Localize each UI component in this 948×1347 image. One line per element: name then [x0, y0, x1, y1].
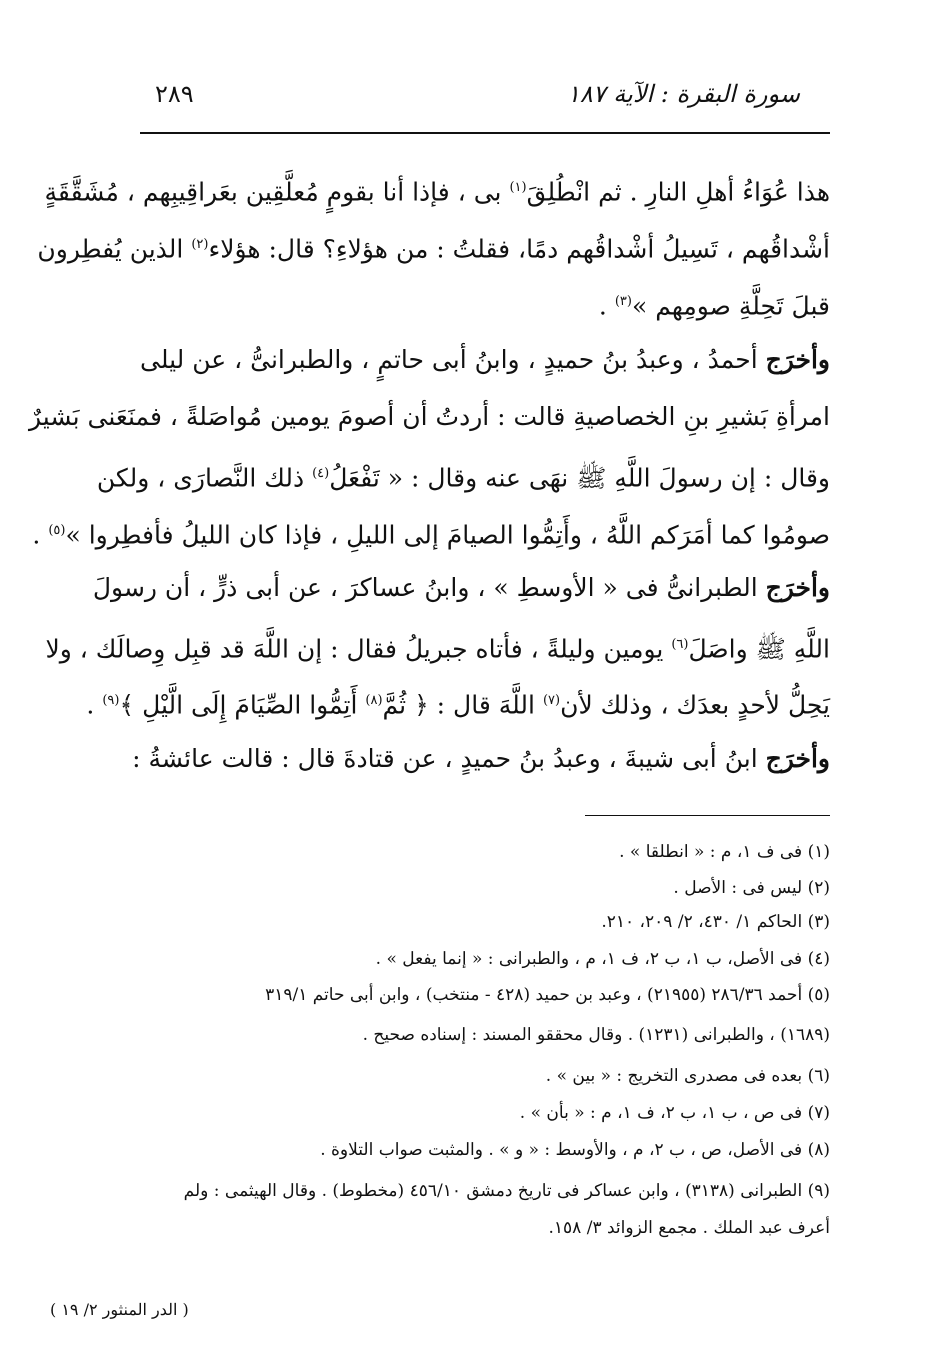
- body-text-segment: وقال : إن رسولَ اللَّهِ ﷺ نهَى عنه وقال : « تَفْعَلُ: [329, 463, 830, 493]
- footnote-reference: (١): [509, 180, 527, 195]
- body-line: [140, 340, 830, 384]
- footnote-reference: (٢): [191, 237, 209, 252]
- body-text-segment: يَحِلُّ لأحدٍ بعدَك ، وذلك لأن: [560, 690, 830, 720]
- footnote-reference: (٧): [542, 693, 561, 708]
- footnote-rule: [585, 815, 830, 816]
- footnote: (٢) ليس فى : الأصل .: [673, 878, 830, 898]
- footnote-reference: (٥): [48, 523, 66, 538]
- footnote: (٩) الطبرانى (٣١٣٨) ، وابن عساكر فى تاريخ دمشق ٤٥٦/١٠ (مخطوط) . وقال الهيثمى : ولم: [183, 1181, 830, 1201]
- footnote-reference: (٨): [365, 693, 383, 708]
- footnote: (٨) فى الأصل، ص ، ب ٢، م ، والأوسط : « و » . والمثبت صواب التلاوة .: [320, 1140, 830, 1160]
- footnote: أعرف عبد الملك . مجمع الزوائد ٣/ ١٥٨.: [548, 1218, 830, 1238]
- body-text-segment: .: [32, 520, 49, 550]
- body-text-segment: أَتِمُّوا الصِّيَامَ إِلَى الَّيْلِ ﴾: [119, 690, 366, 720]
- body-line: [32, 511, 830, 555]
- page-number: ٢٨٩: [155, 80, 194, 108]
- paragraph-lead: وأخرَج: [765, 744, 830, 773]
- body-text-segment: .: [598, 291, 615, 321]
- body-line: [37, 225, 830, 269]
- body-line: [86, 681, 830, 725]
- body-text-segment: اللَّهِ ﷺ واصَلَ: [688, 634, 830, 664]
- footnote: (٣) الحاكم ١/ ٤٣٠، ٢/ ٢٠٩، ٢١٠.: [601, 912, 830, 932]
- body-line: [44, 168, 830, 212]
- footnote: (٧) فى ص ، ب ١، ب ٢، ف ١، م : « بأن » .: [519, 1103, 830, 1123]
- body-text-segment: امرأةِ بَشيرِ بنِ الخصاصيةِ قالت : أردتُ أن أصومَ يومين مُواصَلةً ، فمنَعَنى بَشيرٌ: [28, 402, 830, 431]
- footnote: (٥) أحمد ٢٨٦/٣٦ (٢١٩٥٥) ، وعبد بن حميد (٤٢٨ - منتخب) ، وابن أبى حاتم ٣١٩/١: [265, 985, 830, 1005]
- body-text-segment: الطبرانىُّ فى « الأوسطِ » ، وابنُ عساكرَ ، عن أبى ذرٍّ ، أن رسولَ: [92, 573, 766, 602]
- footnote-reference: (٤): [312, 466, 330, 481]
- body-text-segment: أحمدُ ، وعبدُ بنُ حميدٍ ، وابنُ أبى حاتمٍ ، والطبرانىُّ ، عن ليلى: [140, 345, 766, 374]
- header-rule: [140, 132, 830, 134]
- footnote-reference: (٦): [671, 637, 689, 652]
- running-head: سورة البقرة : الآية ١٨٧: [566, 80, 800, 108]
- footnote-reference: (٩): [102, 693, 120, 708]
- body-text-segment: ذلك النَّصارَى ، ولكن: [96, 463, 313, 493]
- signature-mark: ( الدر المنثور ٢/ ١٩ ): [50, 1300, 189, 1319]
- body-text-segment: يومين وليلةً ، فأتاه جبريلُ فقال : إن اللَّهَ قد قبِل وِصالَك ، ولا: [45, 634, 672, 664]
- body-line: [96, 454, 830, 498]
- body-text-segment: أشْداقُهم ، تَسِيلُ أشْداقُهم دمًا، فقلتُ : من هؤلاءِ؟ قال: هؤلاء: [208, 234, 830, 264]
- body-text-segment: بى ، فإذا أنا بقومٍ مُعلَّقِين بعَراقِيبِهم ، مُشَقَّقَةٍ: [44, 177, 510, 207]
- paragraph-lead: وأخرَج: [765, 345, 830, 374]
- body-text-segment: هذا عُوَاءُ أهلِ النارِ . ثم انْطُلِقَ: [526, 177, 830, 207]
- body-text-segment: الذين يُفطِرون: [37, 234, 192, 264]
- footnote: (١) فى ف ١، م : « انطلقا » .: [619, 842, 830, 862]
- body-text-segment: .: [86, 690, 103, 720]
- footnote: (١٦٨٩) ، والطبرانى (١٢٣١) . وقال محققو المسند : إسناده صحيح .: [362, 1025, 830, 1045]
- body-line: [28, 397, 830, 441]
- body-text-segment: اللَّهَ قال : ﴿ ثُمَّ: [382, 690, 543, 720]
- footnote: (٦) بعده فى مصدرى التخريج : « بين » .: [545, 1066, 830, 1086]
- body-line: [92, 568, 830, 612]
- body-line: [140, 282, 830, 326]
- body-line: [132, 739, 830, 783]
- footnote: (٤) فى الأصل، ب ١، ب ٢، ف ١، م ، والطبرانى : « إنما يفعل » .: [375, 949, 830, 969]
- body-line: [45, 625, 830, 669]
- body-text-segment: ابنُ أبى شيبةَ ، وعبدُ بنُ حميدٍ ، عن قتادةَ قال : قالت عائشةُ :: [132, 744, 766, 773]
- paragraph-lead: وأخرَج: [765, 573, 830, 602]
- body-text-segment: صومُوا كما أمَرَكم اللَّهُ ، وأَتِمُّوا الصيامَ إلى الليلِ ، فإذا كان الليلُ فأفطِروا »: [65, 520, 830, 550]
- footnote-reference: (٣): [614, 294, 632, 309]
- page-header: [140, 80, 830, 120]
- body-text-segment: قبلَ تَحِلَّةِ صومِهم »: [631, 291, 830, 321]
